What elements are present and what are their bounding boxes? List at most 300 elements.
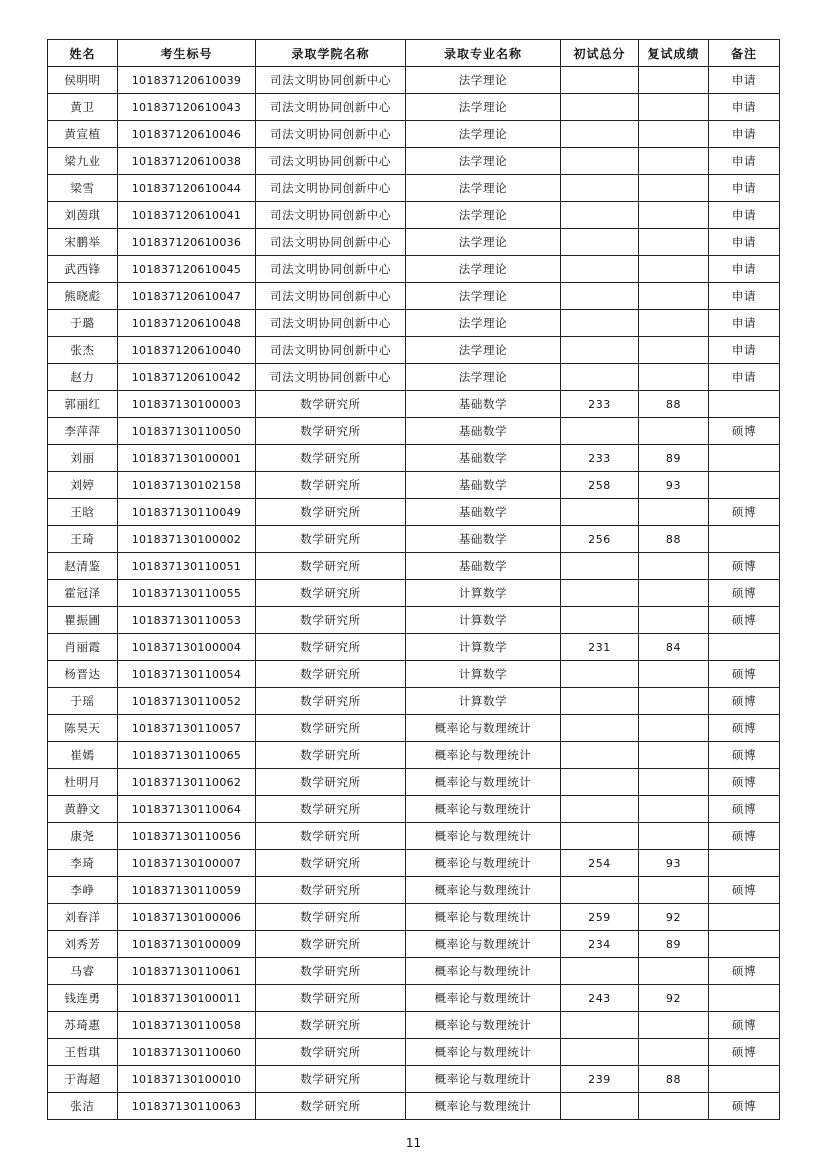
cell-major: 概率论与数理统计 <box>406 904 561 931</box>
cell-initial-score <box>561 175 639 202</box>
cell-name: 于海超 <box>48 1066 118 1093</box>
cell-retest-score <box>639 283 709 310</box>
cell-candidate-id: 101837130100010 <box>118 1066 256 1093</box>
admission-table <box>47 39 780 1120</box>
cell-retest-score <box>639 553 709 580</box>
cell-college: 数学研究所 <box>256 823 406 850</box>
cell-candidate-id: 101837130100006 <box>118 904 256 931</box>
cell-initial-score <box>561 607 639 634</box>
table-row <box>48 1012 780 1039</box>
cell-initial-score <box>561 1012 639 1039</box>
cell-major: 基础数学 <box>406 499 561 526</box>
cell-remark: 硕博 <box>709 607 780 634</box>
table-row <box>48 1066 780 1093</box>
cell-initial-score <box>561 283 639 310</box>
cell-college: 数学研究所 <box>256 796 406 823</box>
cell-candidate-id: 101837130110053 <box>118 607 256 634</box>
cell-retest-score <box>639 661 709 688</box>
cell-retest-score: 93 <box>639 472 709 499</box>
cell-retest-score <box>639 67 709 94</box>
cell-retest-score: 93 <box>639 850 709 877</box>
cell-retest-score <box>639 769 709 796</box>
cell-candidate-id: 101837120610044 <box>118 175 256 202</box>
cell-initial-score: 231 <box>561 634 639 661</box>
table-row <box>48 580 780 607</box>
cell-retest-score <box>639 256 709 283</box>
cell-college: 数学研究所 <box>256 931 406 958</box>
cell-retest-score <box>639 499 709 526</box>
cell-candidate-id: 101837130110055 <box>118 580 256 607</box>
cell-name: 钱连勇 <box>48 985 118 1012</box>
cell-name: 黄静文 <box>48 796 118 823</box>
cell-remark: 硕博 <box>709 796 780 823</box>
cell-remark: 硕博 <box>709 688 780 715</box>
cell-initial-score <box>561 94 639 121</box>
cell-retest-score <box>639 175 709 202</box>
cell-major: 基础数学 <box>406 526 561 553</box>
cell-major: 法学理论 <box>406 283 561 310</box>
cell-college: 司法文明协同创新中心 <box>256 337 406 364</box>
cell-major: 基础数学 <box>406 445 561 472</box>
cell-college: 司法文明协同创新中心 <box>256 94 406 121</box>
cell-candidate-id: 101837130110058 <box>118 1012 256 1039</box>
cell-initial-score <box>561 418 639 445</box>
cell-initial-score: 256 <box>561 526 639 553</box>
cell-retest-score: 84 <box>639 634 709 661</box>
cell-initial-score <box>561 1039 639 1066</box>
table-row <box>48 877 780 904</box>
page-number: 11 <box>405 1136 422 1150</box>
cell-college: 数学研究所 <box>256 580 406 607</box>
cell-retest-score <box>639 1093 709 1120</box>
cell-initial-score <box>561 256 639 283</box>
cell-remark: 申请 <box>709 337 780 364</box>
cell-name: 王晗 <box>48 499 118 526</box>
cell-candidate-id: 101837130100003 <box>118 391 256 418</box>
cell-initial-score <box>561 364 639 391</box>
cell-major: 法学理论 <box>406 256 561 283</box>
cell-remark: 硕博 <box>709 823 780 850</box>
cell-name: 刘秀芳 <box>48 931 118 958</box>
cell-major: 概率论与数理统计 <box>406 1039 561 1066</box>
cell-retest-score: 88 <box>639 526 709 553</box>
cell-name: 王哲琪 <box>48 1039 118 1066</box>
cell-name: 刘婷 <box>48 472 118 499</box>
cell-remark: 申请 <box>709 229 780 256</box>
cell-major: 法学理论 <box>406 67 561 94</box>
cell-remark: 申请 <box>709 310 780 337</box>
cell-retest-score: 92 <box>639 904 709 931</box>
cell-retest-score <box>639 877 709 904</box>
table-row <box>48 607 780 634</box>
cell-remark <box>709 931 780 958</box>
cell-college: 司法文明协同创新中心 <box>256 202 406 229</box>
cell-initial-score: 239 <box>561 1066 639 1093</box>
cell-name: 李琦 <box>48 850 118 877</box>
cell-college: 司法文明协同创新中心 <box>256 175 406 202</box>
cell-initial-score <box>561 1093 639 1120</box>
table-row <box>48 769 780 796</box>
table-row <box>48 391 780 418</box>
cell-remark: 申请 <box>709 175 780 202</box>
cell-candidate-id: 101837130100004 <box>118 634 256 661</box>
cell-initial-score: 233 <box>561 391 639 418</box>
table-row <box>48 526 780 553</box>
cell-major: 法学理论 <box>406 337 561 364</box>
cell-major: 法学理论 <box>406 175 561 202</box>
cell-initial-score <box>561 661 639 688</box>
cell-candidate-id: 101837120610038 <box>118 148 256 175</box>
cell-college: 数学研究所 <box>256 769 406 796</box>
table-row <box>48 175 780 202</box>
cell-candidate-id: 101837130110052 <box>118 688 256 715</box>
cell-candidate-id: 101837130110050 <box>118 418 256 445</box>
cell-remark: 硕博 <box>709 1039 780 1066</box>
cell-initial-score <box>561 823 639 850</box>
cell-college: 数学研究所 <box>256 472 406 499</box>
cell-retest-score <box>639 958 709 985</box>
cell-candidate-id: 101837130110063 <box>118 1093 256 1120</box>
cell-retest-score <box>639 229 709 256</box>
cell-retest-score: 92 <box>639 985 709 1012</box>
cell-remark: 硕博 <box>709 418 780 445</box>
cell-college: 数学研究所 <box>256 445 406 472</box>
cell-college: 数学研究所 <box>256 499 406 526</box>
cell-remark <box>709 850 780 877</box>
cell-college: 数学研究所 <box>256 1012 406 1039</box>
cell-candidate-id: 101837120610043 <box>118 94 256 121</box>
cell-name: 张杰 <box>48 337 118 364</box>
cell-name: 黄宣植 <box>48 121 118 148</box>
cell-name: 刘茵琪 <box>48 202 118 229</box>
cell-retest-score <box>639 715 709 742</box>
cell-name: 郭丽红 <box>48 391 118 418</box>
cell-name: 刘丽 <box>48 445 118 472</box>
cell-retest-score <box>639 202 709 229</box>
cell-college: 数学研究所 <box>256 688 406 715</box>
cell-major: 法学理论 <box>406 94 561 121</box>
cell-major: 概率论与数理统计 <box>406 823 561 850</box>
cell-major: 计算数学 <box>406 661 561 688</box>
table-row <box>48 67 780 94</box>
cell-name: 杨晋达 <box>48 661 118 688</box>
cell-retest-score: 89 <box>639 931 709 958</box>
cell-major: 概率论与数理统计 <box>406 985 561 1012</box>
table-row <box>48 364 780 391</box>
cell-initial-score: 259 <box>561 904 639 931</box>
cell-candidate-id: 101837130100009 <box>118 931 256 958</box>
table-row <box>48 445 780 472</box>
cell-college: 数学研究所 <box>256 850 406 877</box>
cell-initial-score: 233 <box>561 445 639 472</box>
table-row <box>48 931 780 958</box>
cell-major: 概率论与数理统计 <box>406 796 561 823</box>
header-candidate-id: 考生标号 <box>118 40 256 67</box>
cell-major: 概率论与数理统计 <box>406 931 561 958</box>
cell-retest-score <box>639 364 709 391</box>
cell-college: 数学研究所 <box>256 985 406 1012</box>
cell-name: 黄卫 <box>48 94 118 121</box>
cell-name: 李峥 <box>48 877 118 904</box>
cell-candidate-id: 101837130100002 <box>118 526 256 553</box>
cell-remark: 申请 <box>709 364 780 391</box>
table-row <box>48 661 780 688</box>
table-row <box>48 985 780 1012</box>
cell-name: 马睿 <box>48 958 118 985</box>
cell-major: 计算数学 <box>406 688 561 715</box>
cell-name: 李萍萍 <box>48 418 118 445</box>
header-retest-score: 复试成绩 <box>639 40 709 67</box>
cell-remark: 申请 <box>709 148 780 175</box>
cell-initial-score <box>561 715 639 742</box>
cell-major: 概率论与数理统计 <box>406 850 561 877</box>
cell-remark <box>709 391 780 418</box>
cell-candidate-id: 101837130110062 <box>118 769 256 796</box>
cell-major: 计算数学 <box>406 580 561 607</box>
cell-candidate-id: 101837130100001 <box>118 445 256 472</box>
cell-college: 司法文明协同创新中心 <box>256 229 406 256</box>
cell-college: 数学研究所 <box>256 1039 406 1066</box>
cell-college: 司法文明协同创新中心 <box>256 121 406 148</box>
table-row <box>48 418 780 445</box>
cell-initial-score <box>561 958 639 985</box>
cell-retest-score <box>639 1039 709 1066</box>
cell-candidate-id: 101837130102158 <box>118 472 256 499</box>
cell-candidate-id: 101837130110065 <box>118 742 256 769</box>
cell-name: 于瑶 <box>48 688 118 715</box>
cell-candidate-id: 101837120610046 <box>118 121 256 148</box>
cell-college: 数学研究所 <box>256 877 406 904</box>
cell-college: 数学研究所 <box>256 742 406 769</box>
cell-initial-score <box>561 553 639 580</box>
cell-initial-score: 254 <box>561 850 639 877</box>
table-row <box>48 715 780 742</box>
cell-remark: 申请 <box>709 283 780 310</box>
cell-initial-score <box>561 688 639 715</box>
cell-retest-score <box>639 742 709 769</box>
header-major: 录取专业名称 <box>406 40 561 67</box>
cell-name: 刘春洋 <box>48 904 118 931</box>
cell-retest-score <box>639 580 709 607</box>
cell-remark: 硕博 <box>709 958 780 985</box>
cell-remark: 申请 <box>709 94 780 121</box>
cell-major: 法学理论 <box>406 121 561 148</box>
table-row <box>48 472 780 499</box>
cell-college: 数学研究所 <box>256 715 406 742</box>
table-row <box>48 1039 780 1066</box>
table-row <box>48 337 780 364</box>
table-row <box>48 229 780 256</box>
cell-initial-score <box>561 202 639 229</box>
cell-major: 基础数学 <box>406 472 561 499</box>
cell-name: 王琦 <box>48 526 118 553</box>
cell-retest-score: 88 <box>639 1066 709 1093</box>
cell-college: 数学研究所 <box>256 526 406 553</box>
cell-major: 基础数学 <box>406 391 561 418</box>
cell-name: 霍冠泽 <box>48 580 118 607</box>
cell-remark: 申请 <box>709 202 780 229</box>
cell-name: 于璐 <box>48 310 118 337</box>
cell-name: 赵清鉴 <box>48 553 118 580</box>
cell-college: 司法文明协同创新中心 <box>256 283 406 310</box>
table-row <box>48 499 780 526</box>
cell-candidate-id: 101837130100007 <box>118 850 256 877</box>
cell-retest-score <box>639 418 709 445</box>
cell-retest-score <box>639 1012 709 1039</box>
cell-major: 概率论与数理统计 <box>406 715 561 742</box>
cell-remark: 硕博 <box>709 580 780 607</box>
cell-college: 数学研究所 <box>256 1093 406 1120</box>
cell-name: 康尧 <box>48 823 118 850</box>
header-name: 姓名 <box>48 40 118 67</box>
cell-retest-score <box>639 121 709 148</box>
cell-candidate-id: 101837130110060 <box>118 1039 256 1066</box>
cell-initial-score <box>561 742 639 769</box>
cell-candidate-id: 101837130100011 <box>118 985 256 1012</box>
cell-candidate-id: 101837130110054 <box>118 661 256 688</box>
cell-remark: 硕博 <box>709 553 780 580</box>
cell-candidate-id: 101837130110061 <box>118 958 256 985</box>
cell-major: 计算数学 <box>406 634 561 661</box>
cell-name: 杜明月 <box>48 769 118 796</box>
cell-candidate-id: 101837120610039 <box>118 67 256 94</box>
table-row <box>48 796 780 823</box>
cell-college: 数学研究所 <box>256 904 406 931</box>
cell-remark: 申请 <box>709 67 780 94</box>
table-row <box>48 202 780 229</box>
cell-name: 苏琦惠 <box>48 1012 118 1039</box>
table-row <box>48 634 780 661</box>
cell-candidate-id: 101837130110049 <box>118 499 256 526</box>
cell-name: 侯明明 <box>48 67 118 94</box>
cell-name: 肖丽霞 <box>48 634 118 661</box>
cell-retest-score <box>639 94 709 121</box>
table-row <box>48 958 780 985</box>
cell-college: 数学研究所 <box>256 1066 406 1093</box>
cell-major: 概率论与数理统计 <box>406 1066 561 1093</box>
cell-college: 数学研究所 <box>256 661 406 688</box>
cell-major: 法学理论 <box>406 229 561 256</box>
cell-remark: 硕博 <box>709 877 780 904</box>
cell-remark: 申请 <box>709 121 780 148</box>
cell-name: 崔嫣 <box>48 742 118 769</box>
cell-college: 数学研究所 <box>256 958 406 985</box>
cell-retest-score <box>639 310 709 337</box>
cell-college: 数学研究所 <box>256 391 406 418</box>
table-header-row <box>48 40 780 67</box>
table-row <box>48 850 780 877</box>
cell-major: 概率论与数理统计 <box>406 877 561 904</box>
cell-candidate-id: 101837120610040 <box>118 337 256 364</box>
cell-retest-score <box>639 607 709 634</box>
cell-remark: 硕博 <box>709 715 780 742</box>
cell-remark <box>709 634 780 661</box>
header-initial-score: 初试总分 <box>561 40 639 67</box>
cell-major: 法学理论 <box>406 310 561 337</box>
cell-candidate-id: 101837120610042 <box>118 364 256 391</box>
table-row <box>48 1093 780 1120</box>
cell-major: 法学理论 <box>406 364 561 391</box>
table-row <box>48 742 780 769</box>
table-row <box>48 310 780 337</box>
cell-initial-score <box>561 121 639 148</box>
cell-candidate-id: 101837120610047 <box>118 283 256 310</box>
cell-college: 司法文明协同创新中心 <box>256 256 406 283</box>
cell-retest-score: 88 <box>639 391 709 418</box>
cell-candidate-id: 101837120610041 <box>118 202 256 229</box>
cell-initial-score <box>561 580 639 607</box>
cell-retest-score <box>639 823 709 850</box>
cell-major: 概率论与数理统计 <box>406 958 561 985</box>
cell-major: 法学理论 <box>406 148 561 175</box>
cell-candidate-id: 101837130110056 <box>118 823 256 850</box>
table-row <box>48 823 780 850</box>
cell-remark: 硕博 <box>709 742 780 769</box>
cell-major: 概率论与数理统计 <box>406 1012 561 1039</box>
cell-remark <box>709 1066 780 1093</box>
cell-name: 瞿振圃 <box>48 607 118 634</box>
cell-college: 数学研究所 <box>256 607 406 634</box>
cell-remark: 硕博 <box>709 661 780 688</box>
cell-initial-score <box>561 148 639 175</box>
cell-name: 赵力 <box>48 364 118 391</box>
cell-remark <box>709 985 780 1012</box>
cell-name: 熊晓彪 <box>48 283 118 310</box>
cell-remark: 硕博 <box>709 1093 780 1120</box>
cell-major: 基础数学 <box>406 418 561 445</box>
cell-candidate-id: 101837120610036 <box>118 229 256 256</box>
cell-initial-score <box>561 796 639 823</box>
table-row <box>48 904 780 931</box>
cell-name: 张洁 <box>48 1093 118 1120</box>
table-row <box>48 148 780 175</box>
cell-major: 计算数学 <box>406 607 561 634</box>
cell-retest-score <box>639 796 709 823</box>
table-row <box>48 256 780 283</box>
cell-college: 司法文明协同创新中心 <box>256 67 406 94</box>
cell-candidate-id: 101837130110057 <box>118 715 256 742</box>
cell-college: 数学研究所 <box>256 634 406 661</box>
table-row <box>48 553 780 580</box>
cell-initial-score <box>561 499 639 526</box>
cell-candidate-id: 101837120610045 <box>118 256 256 283</box>
cell-college: 数学研究所 <box>256 418 406 445</box>
cell-initial-score <box>561 877 639 904</box>
cell-remark: 申请 <box>709 256 780 283</box>
cell-college: 数学研究所 <box>256 553 406 580</box>
cell-retest-score <box>639 337 709 364</box>
header-remark: 备注 <box>709 40 780 67</box>
cell-initial-score: 243 <box>561 985 639 1012</box>
cell-college: 司法文明协同创新中心 <box>256 148 406 175</box>
cell-remark <box>709 526 780 553</box>
cell-initial-score <box>561 67 639 94</box>
cell-name: 梁雪 <box>48 175 118 202</box>
table-row <box>48 688 780 715</box>
cell-remark: 硕博 <box>709 499 780 526</box>
cell-college: 司法文明协同创新中心 <box>256 364 406 391</box>
cell-major: 法学理论 <box>406 202 561 229</box>
cell-remark <box>709 472 780 499</box>
cell-major: 概率论与数理统计 <box>406 742 561 769</box>
cell-candidate-id: 101837130110051 <box>118 553 256 580</box>
table-row <box>48 121 780 148</box>
cell-major: 概率论与数理统计 <box>406 1093 561 1120</box>
cell-initial-score <box>561 337 639 364</box>
cell-name: 武西锋 <box>48 256 118 283</box>
header-college: 录取学院名称 <box>256 40 406 67</box>
cell-retest-score: 89 <box>639 445 709 472</box>
